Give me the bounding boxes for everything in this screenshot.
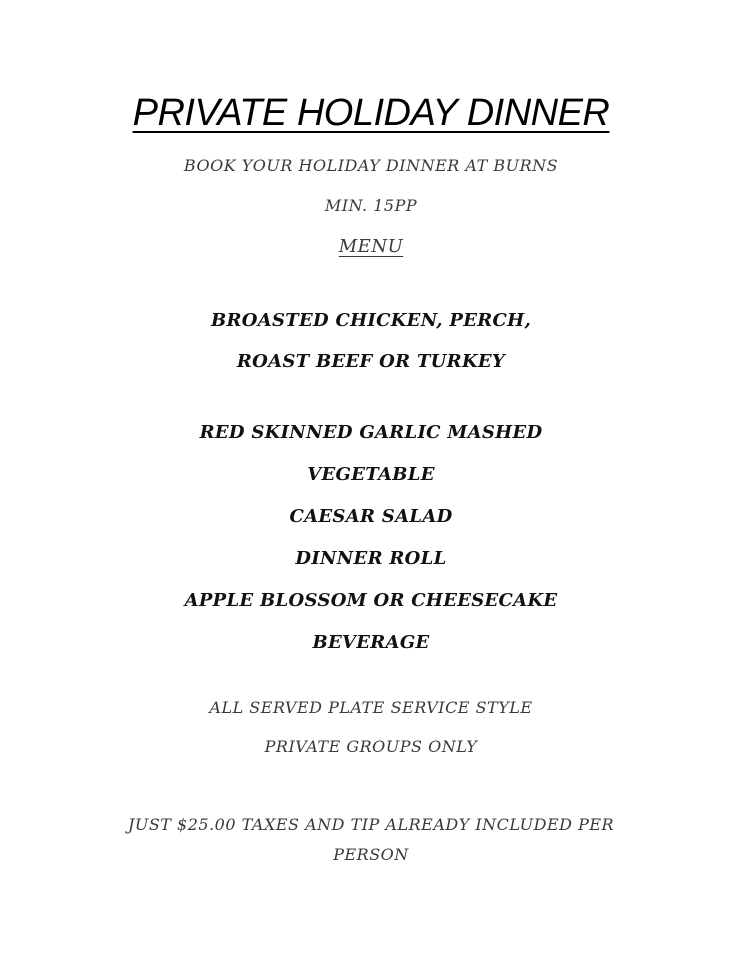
- side-item-mashed: RED SKINNED GARLIC MASHED: [199, 422, 543, 443]
- entree-line-1: BROASTED CHICKEN, PERCH,: [210, 310, 532, 331]
- service-note-style: ALL SERVED PLATE SERVICE STYLE: [209, 698, 533, 717]
- page-title: PRIVATE HOLIDAY DINNER: [132, 92, 610, 134]
- dessert-item: APPLE BLOSSOM OR CHEESECAKE: [184, 590, 558, 611]
- side-item-salad: CAESAR SALAD: [289, 506, 453, 527]
- minimum-guests: MIN. 15PP: [324, 196, 418, 215]
- side-item-roll: DINNER ROLL: [295, 548, 447, 569]
- price-line-2: PERSON: [333, 845, 409, 864]
- service-note-private: PRIVATE GROUPS ONLY: [264, 737, 478, 756]
- entree-line-2: ROAST BEEF OR TURKEY: [236, 351, 506, 372]
- price-line-1: JUST $25.00 TAXES AND TIP ALREADY INCLUDED PER: [127, 815, 615, 834]
- subtitle: BOOK YOUR HOLIDAY DINNER AT BURNS: [183, 156, 559, 175]
- beverage-item: BEVERAGE: [312, 632, 430, 653]
- menu-heading: MENU: [338, 236, 404, 257]
- side-item-vegetable: VEGETABLE: [307, 464, 435, 485]
